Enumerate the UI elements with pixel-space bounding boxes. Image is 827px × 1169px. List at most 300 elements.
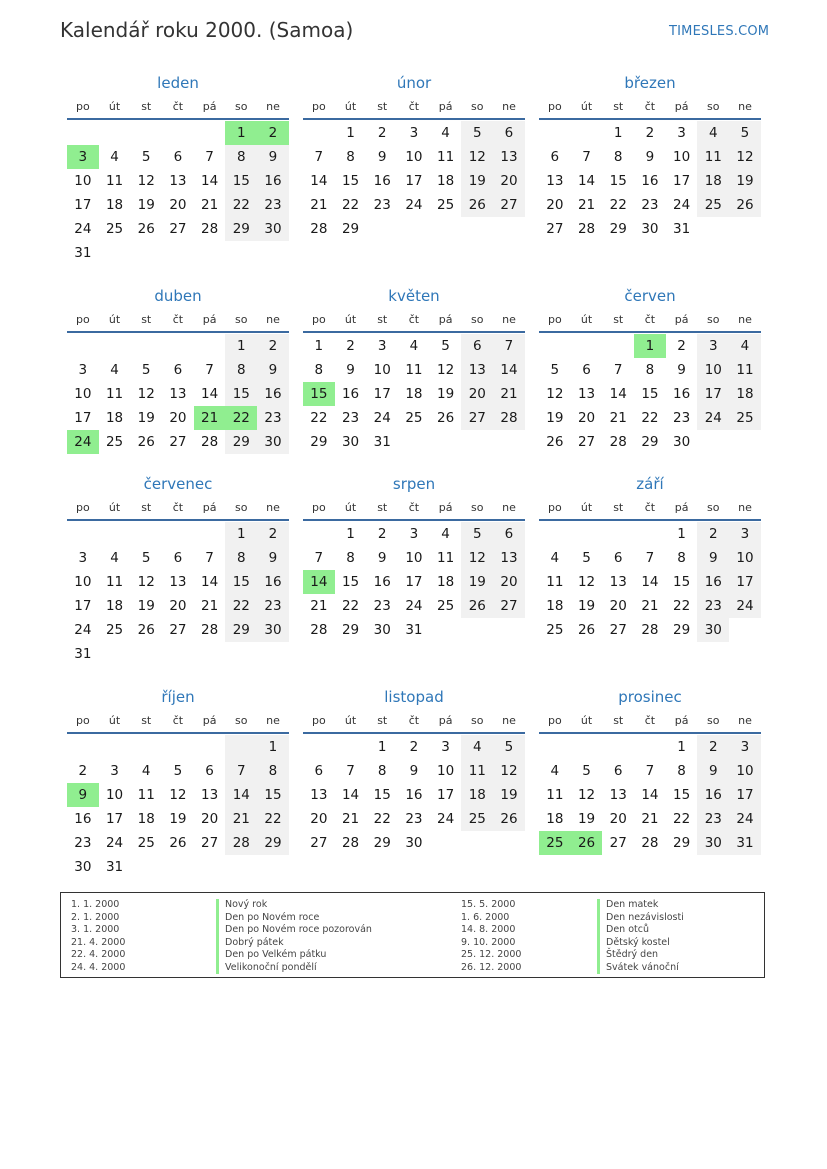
weekday-label: so (471, 501, 484, 514)
day-cell: 16 (257, 169, 289, 193)
day-cell: 6 (173, 149, 183, 165)
empty-cell (571, 522, 603, 546)
day-cell: 2 (409, 739, 419, 755)
day-cell: 19 (729, 169, 761, 193)
day-cell: 23 (405, 811, 423, 827)
day-cell: 19 (137, 197, 155, 213)
day-cell: 28 (201, 622, 219, 638)
day-cell: 15 (673, 787, 691, 803)
weekday-header (539, 497, 761, 521)
weekday-label: pá (438, 100, 453, 113)
day-cell: 6 (493, 121, 525, 145)
day-cell: 5 (550, 362, 560, 378)
day-grid (67, 522, 289, 666)
weekday-label: čt (644, 714, 656, 727)
legend-holiday-name: Svátek vánoční (597, 962, 684, 975)
day-cell: 23 (697, 807, 729, 831)
day-cell: 20 (493, 169, 525, 193)
day-cell: 21 (641, 811, 659, 827)
day-cell: 14 (225, 783, 257, 807)
weekday-label: so (235, 714, 248, 727)
day-cell: 12 (577, 574, 596, 590)
weekday-label: čt (408, 714, 420, 727)
legend-dates-right (461, 899, 521, 974)
month-name: březen (624, 74, 676, 92)
day-cell: 6 (314, 763, 324, 779)
weekday-label: ne (738, 100, 752, 113)
empty-cell (162, 735, 194, 759)
weekday-header (539, 309, 761, 333)
day-cell: 18 (461, 783, 493, 807)
day-grid (539, 121, 761, 241)
day-cell: 2 (346, 338, 355, 354)
day-cell: 9 (377, 149, 387, 165)
day-cell: 30 (641, 221, 659, 237)
weekday-label: út (580, 501, 593, 514)
day-cell: 9 (257, 358, 289, 382)
day-cell: 14 (577, 173, 596, 189)
day-cell: 5 (141, 149, 151, 165)
day-cell: 8 (346, 149, 355, 165)
day-cell: 29 (225, 430, 257, 454)
day-cell: 15 (303, 382, 335, 406)
day-cell: 21 (194, 406, 226, 430)
day-cell: 7 (205, 149, 214, 165)
day-cell: 17 (437, 787, 455, 803)
day-cell: 6 (205, 763, 214, 779)
brand-link[interactable]: TIMESLES.COM (669, 24, 770, 39)
weekday-label: pá (202, 714, 217, 727)
legend-date: 22. 4. 2000 (71, 949, 126, 960)
legend-date: 26. 12. 2000 (461, 961, 522, 973)
day-cell: 6 (493, 522, 525, 546)
weekday-label: čt (644, 100, 656, 113)
day-cell: 17 (673, 173, 691, 189)
day-cell: 5 (461, 121, 493, 145)
day-cell: 18 (437, 173, 455, 189)
empty-cell (130, 735, 162, 759)
empty-cell (67, 121, 99, 145)
weekday-label: čt (172, 714, 184, 727)
day-cell: 27 (577, 434, 596, 450)
month-name: říjen (161, 688, 195, 706)
day-cell: 7 (205, 550, 214, 566)
day-cell: 22 (225, 594, 257, 618)
day-cell: 21 (225, 807, 257, 831)
day-cell: 6 (582, 362, 591, 378)
legend-holiday-name: Dobrý pátek (216, 937, 372, 950)
empty-cell (571, 735, 603, 759)
weekday-header (67, 309, 289, 333)
weekday-label: čt (644, 501, 656, 514)
day-cell: 1 (225, 522, 257, 546)
day-cell: 8 (225, 546, 257, 570)
day-cell: 12 (577, 787, 596, 803)
day-cell: 4 (141, 763, 151, 779)
empty-cell (99, 121, 131, 145)
day-cell: 24 (405, 197, 423, 213)
weekday-label: čt (644, 313, 656, 326)
empty-cell (602, 735, 634, 759)
day-cell: 21 (310, 598, 328, 614)
day-cell: 6 (461, 334, 493, 358)
day-cell: 18 (105, 598, 124, 614)
day-cell: 3 (78, 550, 88, 566)
day-cell: 24 (67, 430, 99, 454)
day-cell: 30 (257, 430, 289, 454)
day-grid (67, 735, 289, 879)
weekday-label: pá (438, 313, 453, 326)
day-cell: 5 (441, 338, 450, 354)
month-name: září (636, 475, 664, 493)
weekday-header (67, 710, 289, 734)
day-cell: 18 (697, 169, 729, 193)
day-cell: 29 (373, 835, 391, 851)
weekday-label: so (235, 501, 248, 514)
weekday-header (303, 710, 525, 734)
day-cell: 26 (461, 594, 493, 618)
month-name: leden (157, 74, 199, 92)
day-cell: 9 (697, 546, 729, 570)
legend-holiday-name: Den nezávislosti (597, 912, 684, 925)
day-cell: 16 (641, 173, 659, 189)
empty-cell (194, 735, 226, 759)
day-cell: 2 (697, 522, 729, 546)
day-cell: 25 (137, 835, 155, 851)
weekday-label: ne (266, 714, 280, 727)
day-cell: 29 (257, 831, 289, 855)
day-cell: 4 (550, 550, 560, 566)
month-10 (67, 684, 289, 879)
day-cell: 3 (441, 739, 450, 755)
day-cell: 18 (546, 598, 564, 614)
weekday-label: st (141, 501, 152, 514)
day-cell: 29 (673, 622, 691, 638)
day-cell: 13 (609, 787, 627, 803)
day-cell: 3 (729, 735, 761, 759)
day-cell: 3 (677, 125, 686, 141)
weekday-label: ne (266, 313, 280, 326)
day-cell: 25 (105, 434, 124, 450)
day-cell: 29 (673, 835, 691, 851)
legend-holiday-name: Den po Novém roce (216, 912, 372, 925)
day-cell: 17 (74, 598, 92, 614)
day-cell: 2 (697, 735, 729, 759)
weekday-label: út (108, 501, 121, 514)
weekday-label: pá (674, 714, 689, 727)
legend-date: 1. 6. 2000 (461, 911, 510, 923)
day-cell: 20 (169, 197, 187, 213)
weekday-label: čt (408, 501, 420, 514)
day-cell: 26 (461, 193, 493, 217)
month-7 (67, 471, 289, 666)
day-cell: 19 (461, 570, 493, 594)
legend-names-right (597, 899, 684, 974)
empty-cell (539, 522, 571, 546)
weekday-label: pá (438, 501, 453, 514)
day-cell: 11 (437, 550, 455, 566)
day-cell: 14 (493, 358, 525, 382)
day-cell: 7 (314, 149, 324, 165)
day-cell: 8 (645, 362, 655, 378)
weekday-label: út (580, 313, 593, 326)
day-cell: 28 (641, 622, 659, 638)
day-cell: 8 (314, 362, 324, 378)
day-cell: 24 (697, 406, 729, 430)
day-cell: 25 (437, 197, 455, 213)
empty-cell (571, 121, 603, 145)
day-cell: 18 (546, 811, 564, 827)
day-cell: 1 (634, 334, 666, 358)
weekday-label: po (75, 714, 90, 727)
day-cell: 23 (697, 594, 729, 618)
day-cell: 10 (729, 546, 761, 570)
day-cell: 30 (697, 618, 729, 642)
day-cell: 14 (609, 386, 627, 402)
day-cell: 16 (373, 574, 391, 590)
day-cell: 2 (257, 334, 289, 358)
legend-date: 14. 8. 2000 (461, 924, 516, 935)
day-cell: 25 (697, 193, 729, 217)
day-cell: 8 (377, 763, 387, 779)
day-cell: 16 (373, 173, 391, 189)
day-cell: 23 (673, 410, 691, 426)
empty-cell (130, 121, 162, 145)
day-cell: 4 (697, 121, 729, 145)
day-cell: 21 (493, 382, 525, 406)
weekday-header (303, 497, 525, 521)
day-cell: 21 (641, 598, 659, 614)
day-cell: 30 (373, 622, 391, 638)
day-cell: 1 (677, 526, 686, 542)
day-cell: 10 (673, 149, 691, 165)
day-cell: 16 (697, 783, 729, 807)
day-cell: 3 (697, 334, 729, 358)
day-cell: 17 (405, 173, 423, 189)
weekday-header (303, 309, 525, 333)
day-cell: 4 (409, 338, 419, 354)
day-cell: 19 (577, 811, 596, 827)
day-cell: 28 (225, 831, 257, 855)
day-cell: 26 (571, 831, 603, 855)
legend-holiday-name: Den po Novém roce pozorován (216, 924, 372, 937)
day-cell: 16 (257, 570, 289, 594)
day-cell: 21 (341, 811, 360, 827)
day-cell: 6 (173, 550, 183, 566)
day-cell: 11 (697, 145, 729, 169)
weekday-label: ne (502, 714, 516, 727)
day-cell: 15 (225, 382, 257, 406)
empty-cell (67, 334, 99, 358)
weekday-header (303, 96, 525, 120)
empty-cell (99, 334, 131, 358)
day-cell: 24 (729, 807, 761, 831)
day-cell: 18 (137, 811, 155, 827)
day-cell: 1 (346, 526, 355, 542)
month-name: srpen (392, 475, 436, 493)
day-cell: 25 (461, 807, 493, 831)
day-cell: 22 (641, 410, 659, 426)
day-cell: 30 (697, 831, 729, 855)
day-cell: 26 (546, 434, 564, 450)
day-cell: 6 (173, 362, 183, 378)
day-cell: 27 (493, 594, 525, 618)
weekday-label: st (613, 313, 624, 326)
day-cell: 13 (546, 173, 564, 189)
month-name: červen (624, 287, 676, 305)
day-cell: 22 (609, 197, 627, 213)
weekday-label: st (377, 100, 388, 113)
day-cell: 15 (225, 570, 257, 594)
day-cell: 13 (461, 358, 493, 382)
empty-cell (602, 334, 634, 358)
day-cell: 30 (257, 217, 289, 241)
day-cell: 18 (729, 382, 761, 406)
day-cell: 23 (641, 197, 659, 213)
day-cell: 10 (74, 386, 92, 402)
day-cell: 9 (645, 149, 655, 165)
month-8 (303, 471, 525, 642)
day-cell: 9 (677, 362, 686, 378)
weekday-header (67, 96, 289, 120)
day-cell: 29 (609, 221, 627, 237)
day-cell: 6 (613, 550, 623, 566)
legend-holiday-name: Velikonoční pondělí (216, 962, 372, 975)
day-cell: 15 (641, 386, 659, 402)
day-cell: 4 (550, 763, 560, 779)
legend-holiday-name: Den otců (597, 924, 684, 937)
weekday-label: čt (172, 501, 184, 514)
month-4 (67, 283, 289, 454)
day-cell: 27 (310, 835, 328, 851)
day-cell: 12 (437, 362, 455, 378)
day-cell: 22 (373, 811, 391, 827)
day-cell: 2 (677, 338, 686, 354)
day-cell: 31 (105, 859, 124, 875)
legend-date: 3. 1. 2000 (71, 924, 120, 935)
day-cell: 23 (257, 406, 289, 430)
empty-cell (225, 735, 257, 759)
day-cell: 19 (546, 410, 564, 426)
legend-dates-left (71, 899, 125, 974)
day-cell: 28 (493, 406, 525, 430)
weekday-label: st (613, 100, 624, 113)
legend-date: 15. 5. 2000 (461, 899, 516, 910)
empty-cell (634, 735, 666, 759)
empty-cell (194, 334, 226, 358)
day-cell: 28 (641, 835, 659, 851)
day-cell: 15 (341, 173, 360, 189)
day-cell: 7 (582, 149, 591, 165)
weekday-label: čt (408, 313, 420, 326)
day-cell: 23 (373, 197, 391, 213)
legend-holiday-name: Den po Velkém pátku (216, 949, 372, 962)
day-cell: 8 (677, 763, 686, 779)
day-cell: 14 (201, 574, 219, 590)
day-cell: 26 (577, 622, 596, 638)
day-cell: 11 (729, 358, 761, 382)
empty-cell (162, 334, 194, 358)
day-cell: 11 (105, 386, 124, 402)
day-cell: 31 (673, 221, 691, 237)
holiday-legend (60, 892, 765, 978)
day-cell: 13 (310, 787, 328, 803)
weekday-label: po (311, 313, 326, 326)
day-cell: 8 (257, 759, 289, 783)
day-cell: 13 (169, 386, 187, 402)
day-cell: 3 (409, 125, 419, 141)
day-cell: 14 (641, 574, 659, 590)
weekday-label: po (311, 714, 326, 727)
day-cell: 2 (645, 125, 655, 141)
day-cell: 27 (609, 622, 627, 638)
weekday-label: st (377, 501, 388, 514)
day-cell: 18 (105, 197, 124, 213)
day-cell: 13 (201, 787, 219, 803)
weekday-label: pá (674, 313, 689, 326)
day-cell: 17 (74, 410, 92, 426)
month-3 (539, 70, 761, 241)
weekday-label: st (141, 714, 152, 727)
weekday-label: po (547, 501, 562, 514)
month-6 (539, 283, 761, 454)
day-cell: 10 (729, 759, 761, 783)
day-cell: 8 (225, 145, 257, 169)
day-cell: 20 (201, 811, 219, 827)
day-cell: 25 (405, 410, 423, 426)
day-cell: 24 (405, 598, 423, 614)
day-cell: 24 (437, 811, 455, 827)
day-cell: 24 (729, 594, 761, 618)
day-cell: 12 (169, 787, 187, 803)
empty-cell (67, 735, 99, 759)
day-cell: 15 (341, 574, 360, 590)
page-title: Kalendář roku 2000. (Samoa) (60, 18, 354, 42)
empty-cell (99, 522, 131, 546)
day-cell: 12 (493, 759, 525, 783)
weekday-label: ne (502, 501, 516, 514)
day-cell: 25 (546, 622, 564, 638)
day-cell: 3 (110, 763, 119, 779)
month-9 (539, 471, 761, 642)
day-cell: 2 (78, 763, 88, 779)
weekday-label: po (311, 501, 326, 514)
day-cell: 17 (373, 386, 391, 402)
weekday-label: pá (202, 313, 217, 326)
weekday-label: so (707, 714, 720, 727)
day-cell: 7 (346, 763, 355, 779)
day-cell: 28 (609, 434, 627, 450)
empty-cell (99, 735, 131, 759)
weekday-label: út (108, 100, 121, 113)
day-cell: 19 (493, 783, 525, 807)
day-cell: 7 (645, 550, 655, 566)
weekday-label: út (344, 714, 357, 727)
day-cell: 5 (582, 550, 591, 566)
day-cell: 22 (673, 598, 691, 614)
day-cell: 5 (141, 362, 151, 378)
day-cell: 3 (409, 526, 419, 542)
day-cell: 30 (405, 835, 423, 851)
weekday-label: út (108, 714, 121, 727)
day-cell: 10 (74, 173, 92, 189)
day-cell: 16 (74, 811, 92, 827)
day-cell: 14 (341, 787, 360, 803)
month-11 (303, 684, 525, 855)
day-cell: 10 (697, 358, 729, 382)
day-cell: 5 (141, 550, 151, 566)
day-cell: 25 (539, 831, 571, 855)
